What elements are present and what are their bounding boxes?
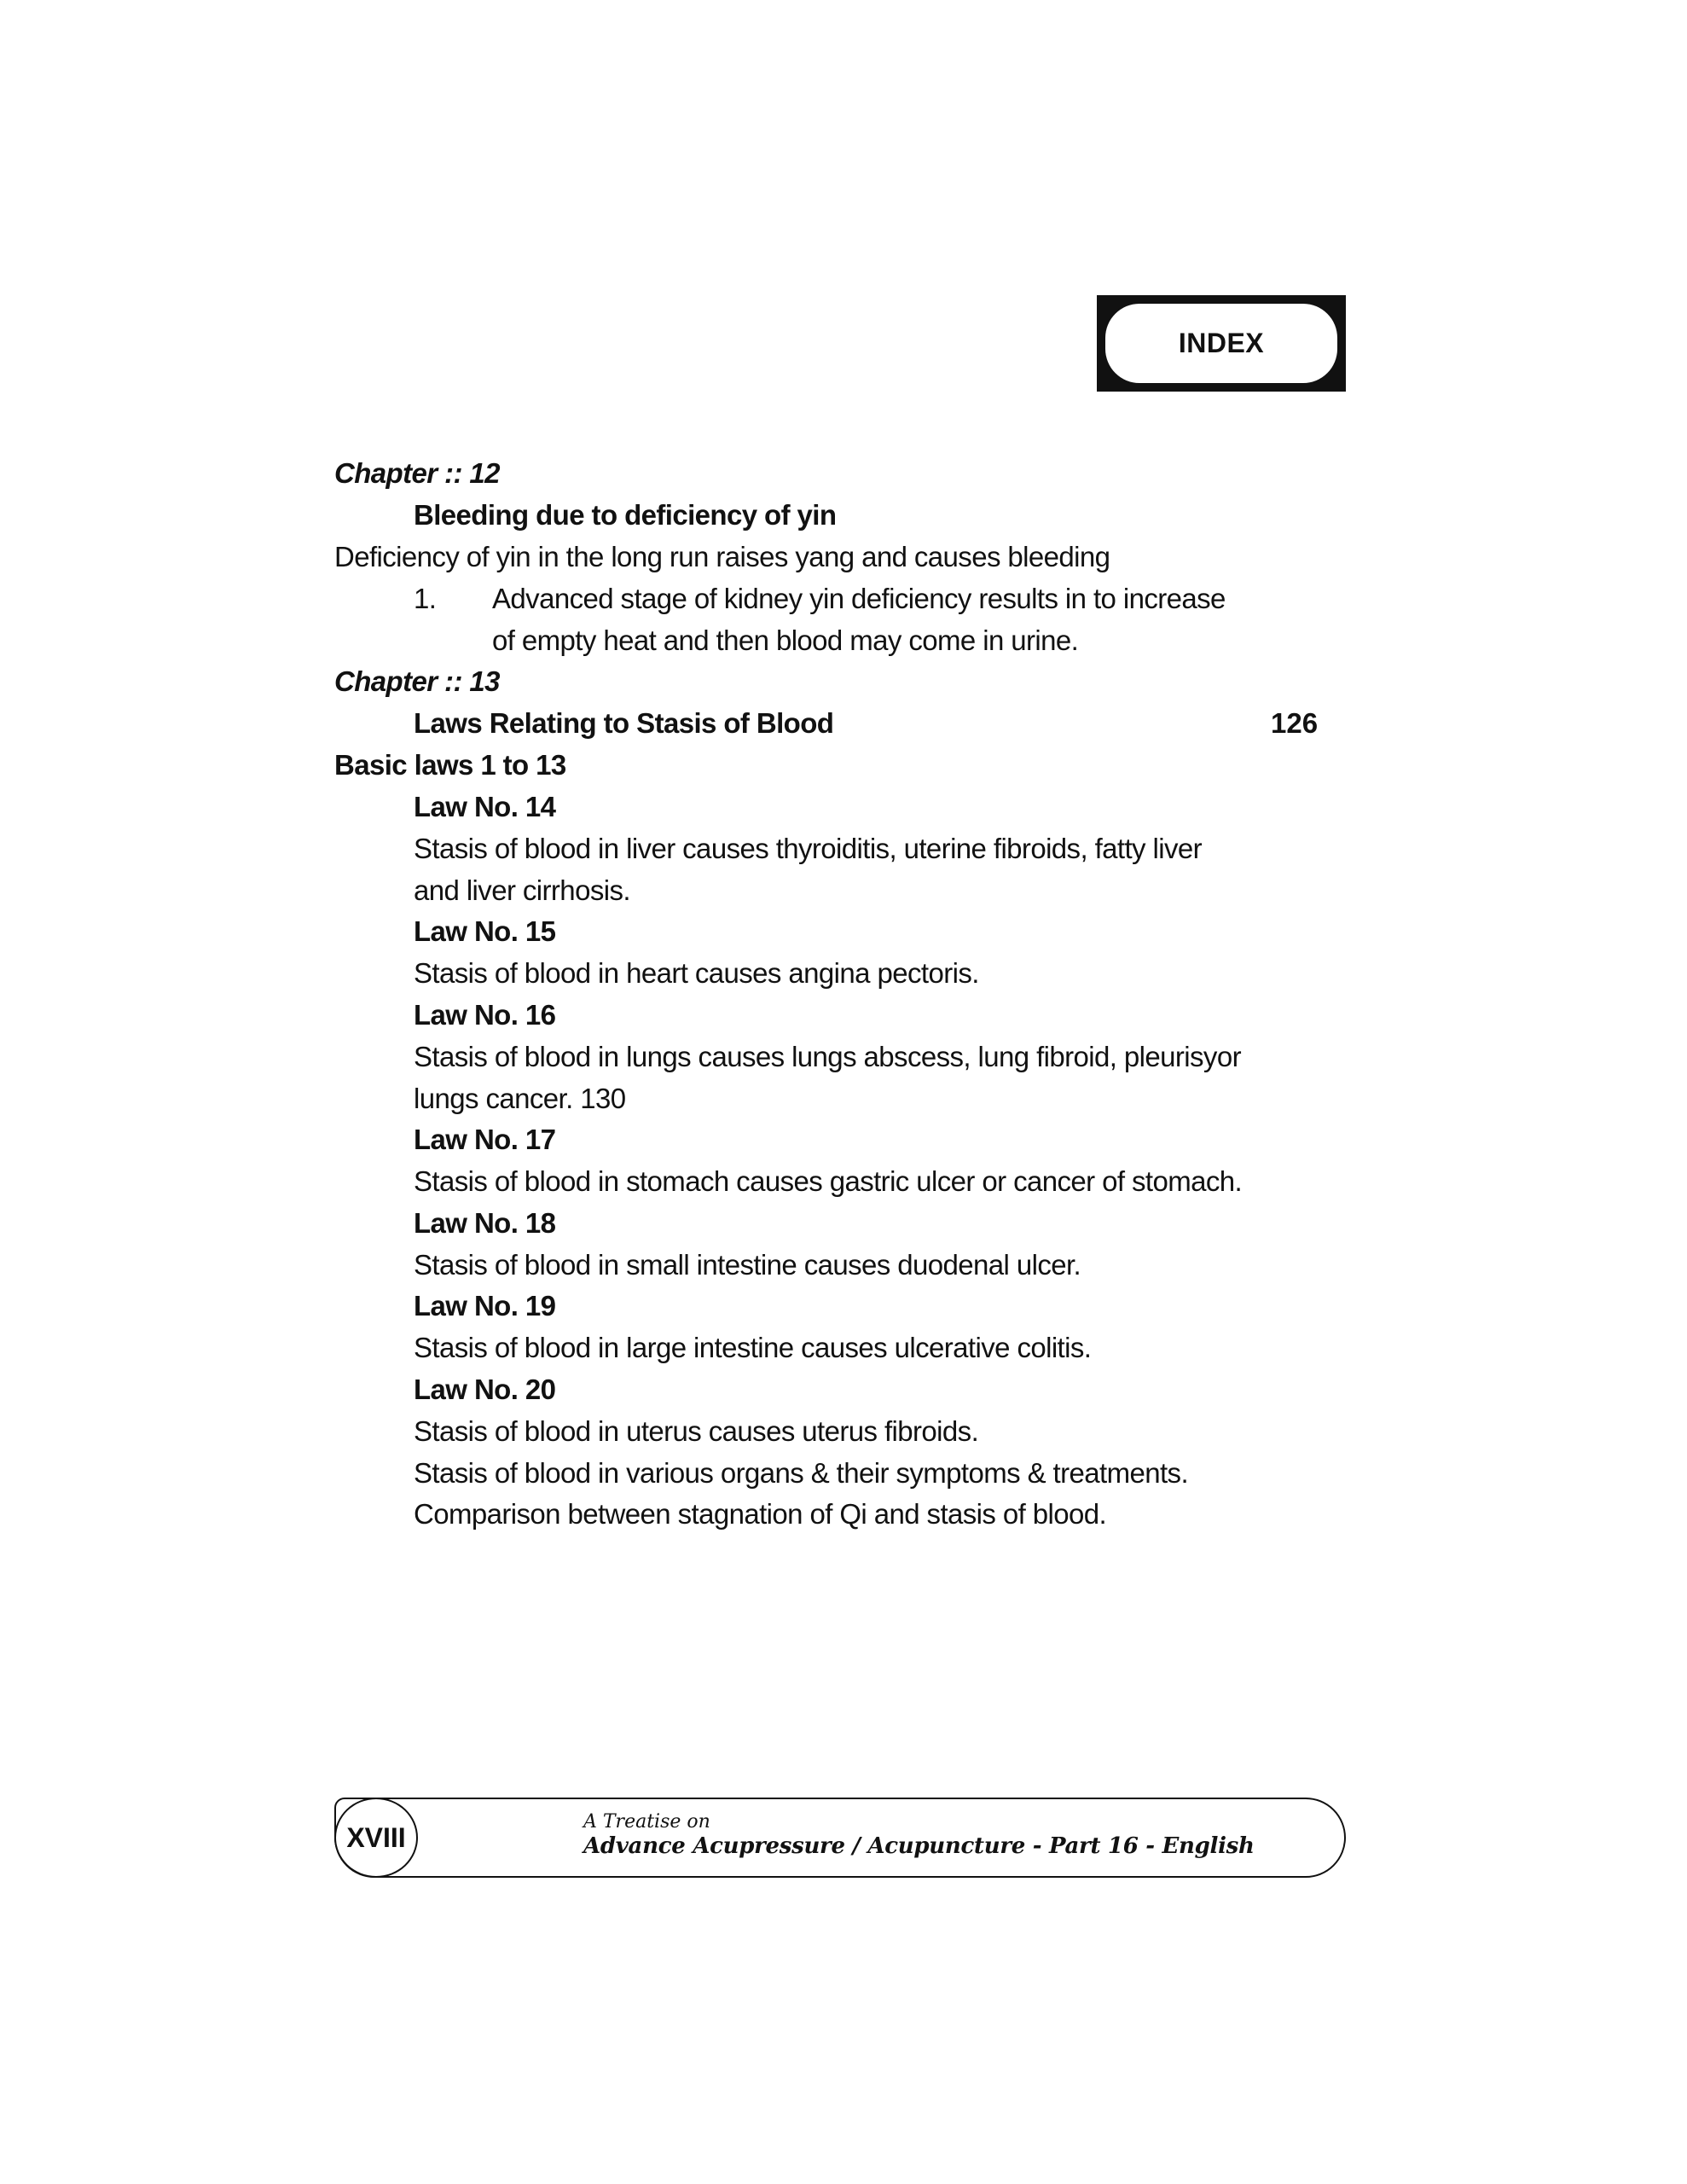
law-16-text-line2: lungs cancer. 130: [414, 1083, 626, 1114]
law-16-title: Law No. 16: [414, 999, 556, 1031]
footer-book-title-line2: Advance Acupressure / Acupuncture - Part 16 - English: [583, 1833, 1255, 1859]
organs-symptoms-line: Stasis of blood in various organs & their symptoms & treatments.: [414, 1457, 1189, 1489]
law-18-title: Law No. 18: [414, 1207, 556, 1239]
index-header-box: [1097, 295, 1346, 392]
law-14-text-line1: Stasis of blood in liver causes thyroiditis, uterine fibroids, fatty liver: [414, 833, 1203, 864]
chapter-12-item-line2: of empty heat and then blood may come in urine.: [492, 624, 1079, 656]
law-20-text-line1: Stasis of blood in uterus causes uterus fibroids.: [414, 1415, 979, 1447]
page-footer: [334, 1798, 1346, 1878]
chapter-13-page-number: 126: [1271, 707, 1319, 739]
law-17-title: Law No. 17: [414, 1124, 556, 1155]
chapter-13-heading: Chapter :: 13: [334, 665, 500, 697]
law-17-text-line1: Stasis of blood in stomach causes gastric ulcer or cancer of stomach.: [414, 1165, 1243, 1197]
law-20-title: Law No. 20: [414, 1374, 556, 1405]
chapter-12-item-number: 1.: [414, 583, 437, 614]
footer-book-title-line1: A Treatise on: [583, 1811, 710, 1833]
law-19-text-line1: Stasis of blood in large intestine causes ulcerative colitis.: [414, 1332, 1092, 1363]
law-14-title: Law No. 14: [414, 791, 556, 822]
comparison-line: Comparison between stagnation of Qi and stasis of blood.: [414, 1498, 1107, 1530]
chapter-12-title: Bleeding due to deficiency of yin: [414, 499, 837, 531]
page-number-roman: XVIII: [334, 1798, 418, 1878]
law-16-text-line1: Stasis of blood in lungs causes lungs abscess, lung fibroid, pleurisyor: [414, 1041, 1241, 1072]
law-19-title: Law No. 19: [414, 1290, 556, 1321]
chapter-12-heading: Chapter :: 12: [334, 457, 500, 489]
chapter-12-item-line1: Advanced stage of kidney yin deficiency results in to increase: [492, 583, 1226, 614]
law-14-text-line2: and liver cirrhosis.: [414, 874, 630, 906]
chapter-13-title: Laws Relating to Stasis of Blood: [414, 707, 834, 739]
law-15-text-line1: Stasis of blood in heart causes angina pectoris.: [414, 957, 979, 989]
index-label: INDEX: [1105, 304, 1337, 383]
basic-laws-heading: Basic laws 1 to 13: [334, 749, 566, 781]
chapter-12-intro: Deficiency of yin in the long run raises yang and causes bleeding: [334, 541, 1110, 572]
law-18-text-line1: Stasis of blood in small intestine causes duodenal ulcer.: [414, 1249, 1081, 1281]
law-15-title: Law No. 15: [414, 915, 556, 947]
